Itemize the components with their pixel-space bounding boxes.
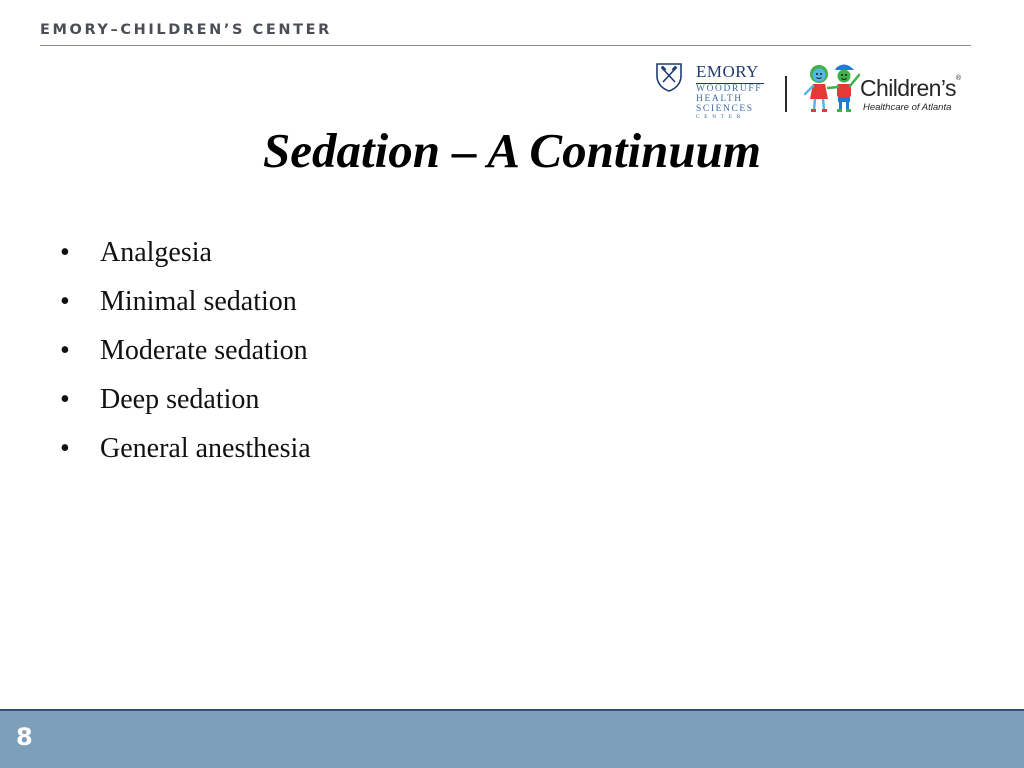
emory-shield-icon	[655, 62, 683, 92]
children-figures-icon	[802, 62, 862, 114]
header-divider	[40, 45, 971, 46]
emory-subtitle-line: SCIENCES	[696, 104, 754, 114]
emory-subtitle	[696, 84, 762, 121]
bullet-icon: •	[60, 237, 70, 268]
bullet-item	[60, 277, 311, 326]
page-number: 8	[16, 723, 33, 751]
bullet-item	[60, 375, 311, 424]
bullet-icon: •	[60, 384, 70, 415]
bullet-text: General anesthesia	[100, 433, 311, 464]
footer-bar	[0, 711, 1024, 768]
childrens-name: Children’s	[860, 75, 956, 101]
emory-subtitle-line: WOODRUFF	[696, 84, 763, 94]
bullet-icon: •	[60, 286, 70, 317]
slide-title: Sedation – A Continuum	[263, 123, 761, 178]
registered-mark: ®	[955, 75, 961, 82]
emory-subtitle-line: CENTER	[696, 114, 745, 120]
bullet-item	[60, 424, 311, 473]
childrens-subtitle: Healthcare of Atlanta	[863, 102, 952, 113]
emory-subtitle-line: HEALTH	[696, 94, 743, 104]
bullet-icon: •	[60, 433, 70, 464]
emory-wordmark: EMORY	[696, 62, 759, 81]
organization-header: EMORY–CHILDREN’S CENTER	[40, 22, 332, 38]
logo-group	[652, 58, 974, 132]
bullet-text: Moderate sedation	[100, 335, 308, 366]
logo-divider	[785, 76, 787, 112]
bullet-text: Deep sedation	[100, 384, 260, 415]
bullet-icon: •	[60, 335, 70, 366]
childrens-wordmark	[860, 75, 960, 102]
bullet-text: Analgesia	[100, 237, 212, 268]
bullet-text: Minimal sedation	[100, 286, 297, 317]
bullet-list	[60, 228, 311, 473]
bullet-item	[60, 228, 311, 277]
bullet-item	[60, 326, 311, 375]
